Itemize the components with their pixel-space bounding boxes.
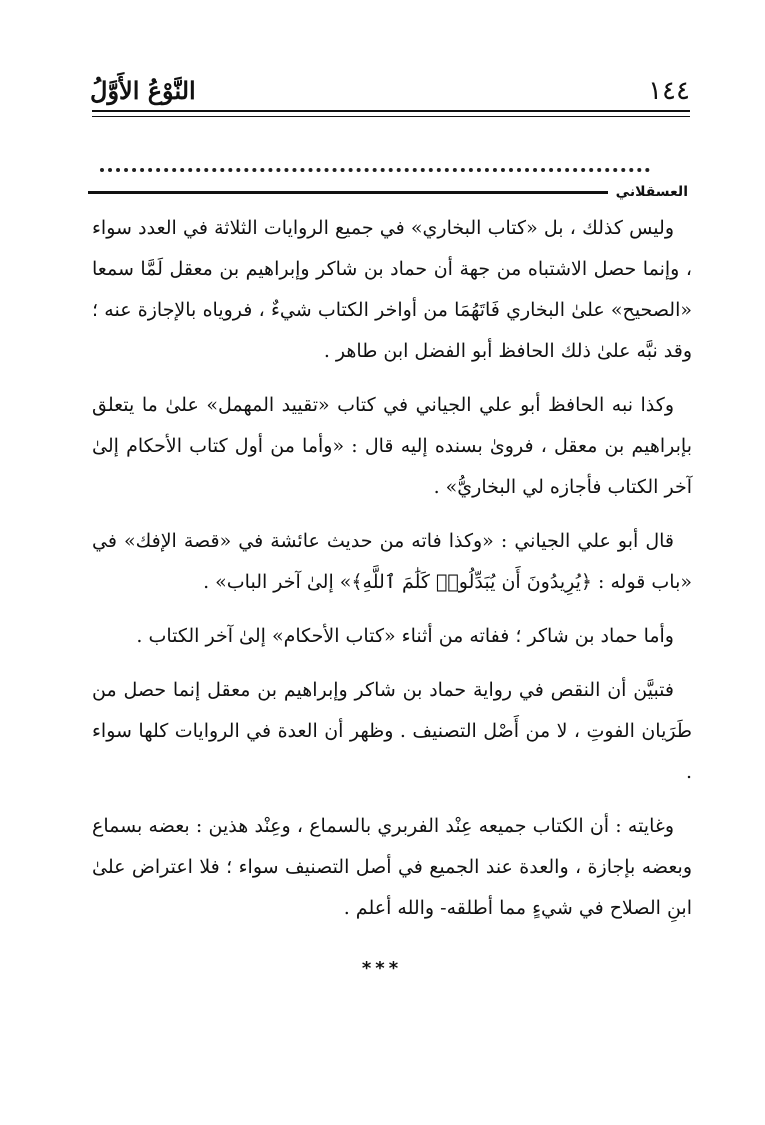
header-rule-thick — [92, 110, 690, 112]
commentary-rule — [88, 191, 608, 194]
end-ornament: *** — [361, 958, 403, 979]
commentary-label: العسقلاني — [615, 184, 688, 200]
page-number: ١٤٤ — [648, 76, 690, 106]
body-text — [92, 208, 692, 942]
commentary-marker — [88, 181, 688, 203]
paragraph: وأما حماد بن شاكر ؛ ففاته من أثناء «كتاب الأحكام» إلىٰ آخر الكتاب . — [136, 625, 674, 647]
paragraph: فتبيَّن أن النقص في رواية حماد بن شاكر وإبراهيم بن معقل إنما حصل من طَرَيان الفوتِ ، لا من أَصْل التصنيف . وظهر أن العدة في الروايات كلها سواء . — [92, 679, 692, 783]
paragraph: وغايته : أن الكتاب جميعه عِنْد الفربري بالسماع ، وعِنْد هذين : بعضه بسماع وبعضه بإجازة ، والعدة عند الجميع في أصل التصنيف سواء ؛ فلا اعتراض علىٰ ابنِ الصلاح في شيءٍ مما أطلقه- والله أعلم . — [92, 815, 692, 919]
page-header — [90, 70, 690, 106]
paragraph: وكذا نبه الحافظ أبو علي الجياني في كتاب «تقييد المهمل» علىٰ ما يتعلق بإبراهيم بن معقل ، فروىٰ بسنده إليه قال : «وأما من أول كتاب الأحكام إلىٰ آخر الكتاب فأجازه لي البخاريُّ» . — [92, 394, 692, 498]
paragraph: وليس كذلك ، بل «كتاب البخاري» في جميع الروايات الثلاثة في العدد سواء ، وإنما حصل الاشتباه من جهة أن حماد بن شاكر وإبراهيم بن معقل لَمَّا سمعا «الصحيح» علىٰ البخاري فَاتَهُمَا من أواخر الكتاب شيءٌ ، فروياه بالإجازة عنه ؛ وقد نبَّه علىٰ ذلك الحافظ أبو الفضل ابن طاهر . — [92, 217, 692, 362]
chapter-title: النَّوْعُ الأَوَّلُ — [90, 76, 196, 105]
header-rule-thin — [92, 116, 690, 117]
paragraph: قال أبو علي الجياني : «وكذا فاته من حديث عائشة في «قصة الإفك» في «باب قوله : ﴿يُرِيدُونَ أَن يُبَدِّلُوا۟ كَلَٰمَ ٱللَّهِ﴾» إلىٰ آخر الباب» . — [92, 530, 692, 593]
dotted-divider — [100, 168, 650, 182]
